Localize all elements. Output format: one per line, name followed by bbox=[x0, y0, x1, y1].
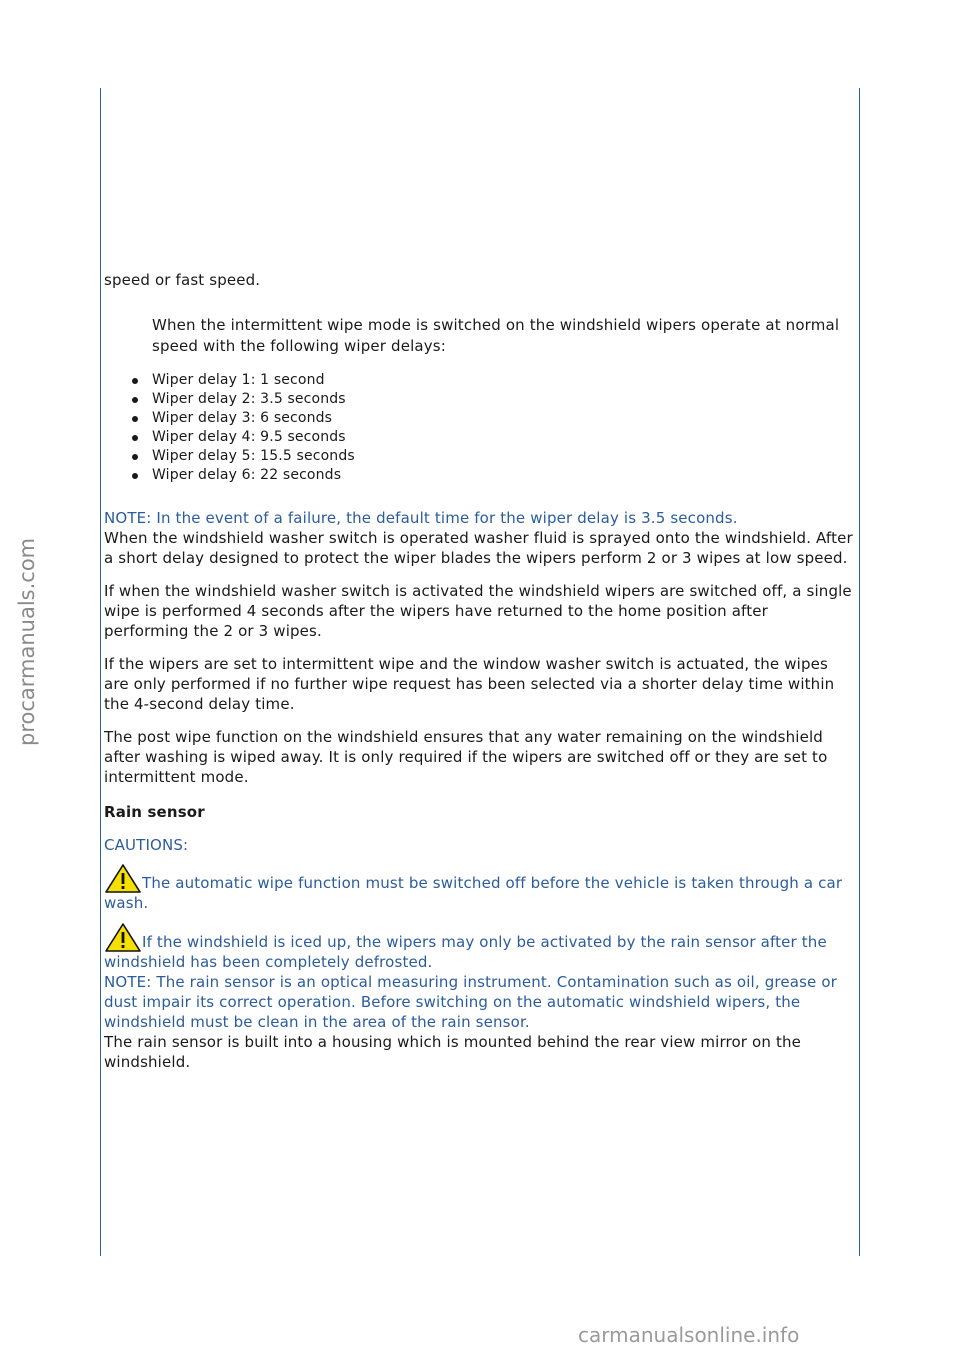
caution-text: The automatic wipe function must be switched off before the vehicle is taken through a car wash. bbox=[104, 874, 843, 912]
list-item bbox=[104, 371, 856, 390]
left-margin-rule bbox=[100, 88, 101, 1256]
rain-sensor-heading: Rain sensor bbox=[104, 803, 205, 821]
bullet-dot-icon bbox=[132, 378, 138, 384]
bullet-dot-icon bbox=[132, 473, 138, 479]
bullet-dot-icon bbox=[132, 454, 138, 460]
list-item-text: Wiper delay 4: 9.5 seconds bbox=[152, 429, 346, 445]
wiper-delay-list bbox=[104, 371, 856, 485]
right-margin-rule bbox=[859, 88, 860, 1256]
list-item bbox=[104, 428, 856, 447]
caution-iced-windshield bbox=[104, 922, 856, 972]
list-item-text: Wiper delay 2: 3.5 seconds bbox=[152, 391, 346, 407]
cautions-label: CAUTIONS: bbox=[104, 836, 189, 854]
bullet-dot-icon bbox=[132, 435, 138, 441]
caution-text: If the windshield is iced up, the wipers may only be activated by the rain sensor after the windshield has been completely defrosted. bbox=[104, 933, 827, 971]
list-item bbox=[104, 390, 856, 409]
bullet-dot-icon bbox=[132, 397, 138, 403]
single-wipe-paragraph: If when the windshield washer switch is activated the windshield wipers are switched off, a single wipe is performed 4 seconds after the wipers have returned to the home position after performing the 2 or 3 wipes. bbox=[104, 582, 852, 640]
warning-triangle-icon bbox=[104, 863, 142, 893]
list-item-text: Wiper delay 6: 22 seconds bbox=[152, 467, 342, 483]
intermittent-washer-paragraph: If the wipers are set to intermittent wipe and the window washer switch is actuated, the wipes are only performed if no further wipe request has been selected via a shorter delay time within the 4-second delay time. bbox=[104, 655, 835, 713]
warning-triangle-icon bbox=[104, 922, 142, 952]
list-item-text: Wiper delay 5: 15.5 seconds bbox=[152, 448, 355, 464]
bottom-watermark: carmanualsonline.info bbox=[578, 1323, 800, 1347]
list-item-text: Wiper delay 1: 1 second bbox=[152, 372, 325, 388]
note-failure: NOTE: In the event of a failure, the default time for the wiper delay is 3.5 seconds. bbox=[104, 509, 738, 527]
continuation-paragraph: speed or fast speed. bbox=[104, 271, 261, 289]
housing-paragraph: The rain sensor is built into a housing which is mounted behind the rear view mirror on the windshield. bbox=[104, 1033, 802, 1071]
list-item bbox=[104, 447, 856, 466]
note-rain-sensor: NOTE: The rain sensor is an optical measuring instrument. Contamination such as oil, grease or dust impair its correct operation. Before switching on the automatic windshield wipers, the windshield must be clean in the area of the rain sensor. bbox=[104, 973, 837, 1031]
bullet-dot-icon bbox=[132, 416, 138, 422]
caution-car-wash bbox=[104, 863, 856, 913]
list-item bbox=[104, 409, 856, 428]
post-wipe-paragraph: The post wipe function on the windshield ensures that any water remaining on the windshield after washing is wiped away. It is only required if the wipers are switched off or they are set to intermittent mode. bbox=[104, 728, 828, 786]
washer-paragraph: When the windshield washer switch is operated washer fluid is sprayed onto the windshield. After a short delay designed to protect the wiper blades the wipers perform 2 or 3 wipes at low speed. bbox=[104, 529, 853, 567]
list-item bbox=[104, 466, 856, 485]
manual-page-body bbox=[104, 270, 856, 1072]
side-watermark: procarmanuals.com bbox=[15, 537, 39, 746]
intermittent-paragraph: When the intermittent wipe mode is switched on the windshield wipers operate at normal speed with the following wiper delays: bbox=[152, 316, 840, 355]
list-item-text: Wiper delay 3: 6 seconds bbox=[152, 410, 333, 426]
